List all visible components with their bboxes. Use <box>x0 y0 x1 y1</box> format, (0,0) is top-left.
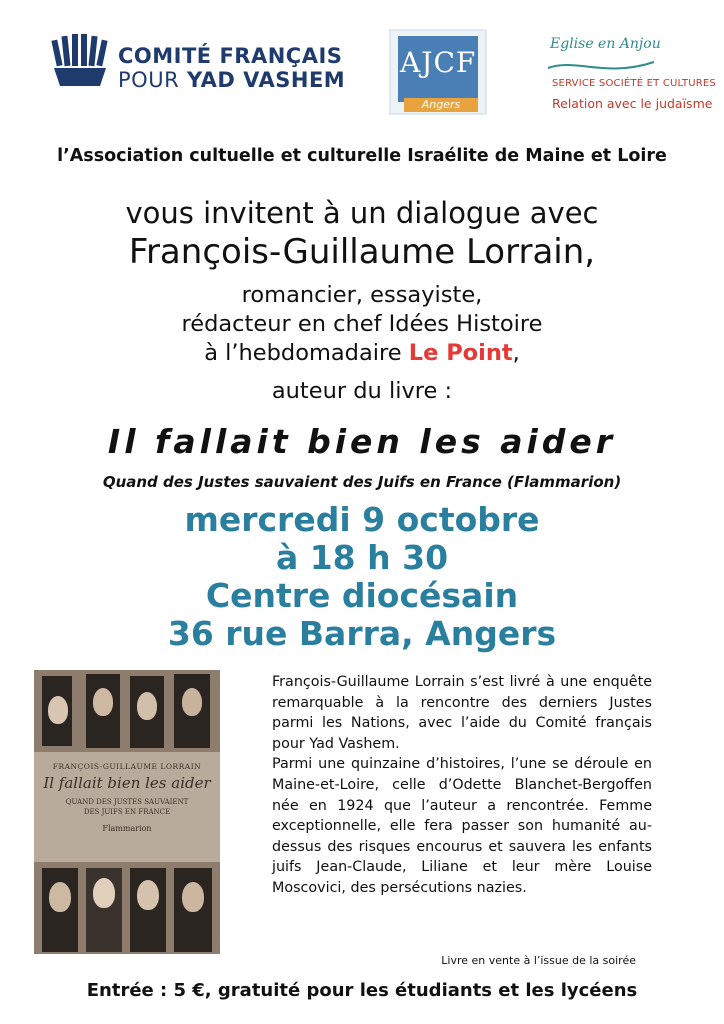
portrait-face <box>93 878 115 908</box>
event-date: mercredi 9 octobre <box>184 500 540 539</box>
book-title: Il fallait bien les aider <box>107 422 617 461</box>
eglise-service: SERVICE SOCIÉTÉ ET CULTURES <box>552 78 716 89</box>
entry-fee: Entrée : 5 €, gratuité pour les étudiants et les lycéens <box>86 980 638 1001</box>
event-venue: Centre diocésain <box>205 576 519 615</box>
speaker-role-3 <box>0 340 724 366</box>
speaker-name: François-Guillaume Lorrain, <box>128 232 596 272</box>
cover-author: FRANÇOIS-GUILLAUME LORRAIN <box>52 762 202 771</box>
swirl-icon <box>546 56 656 76</box>
ajcf-text: AJCF <box>400 46 477 79</box>
portrait-face <box>93 688 113 716</box>
eglise-logo <box>542 32 716 122</box>
invite-line: vous invitent à un dialogue avec <box>125 196 599 230</box>
portrait-face <box>137 880 159 910</box>
cfyv-line2b: YAD VASHEM <box>186 68 346 92</box>
portrait-face <box>182 882 204 912</box>
role3-prefix: à l’hebdomadaire <box>204 340 409 366</box>
cover-subtitle-1: QUAND DES JUSTES SAUVAIENT <box>65 798 189 806</box>
le-point-highlight: Le Point <box>408 340 513 366</box>
eglise-script-title: Eglise en Anjou <box>550 36 661 52</box>
event-time: à 18 h 30 <box>275 538 449 577</box>
cover-subtitle-2: DES JUIFS EN FRANCE <box>83 808 171 816</box>
cfyv-line1: COMITÉ FRANÇAIS <box>118 44 343 68</box>
eglise-relation: Relation avec le judaïsme <box>552 96 713 111</box>
description-paragraph-1: François-Guillaume Lorrain s’est livré à une enquête remarquable à la rencontre des derniers Justes parmi les Nations, avec l’aide du Comité français pour Yad Vashem. <box>272 674 652 752</box>
role3-suffix: , <box>512 340 520 366</box>
cover-title: Il fallait bien les aider <box>43 774 211 792</box>
author-line: auteur du livre : <box>271 378 453 404</box>
cfyv-logo <box>50 30 380 106</box>
description <box>272 672 652 899</box>
description-paragraph-2: Parmi une quinzaine d’histoires, l’une se déroule en Maine-et-Loire, celle d’Odette Blanchet-Bergoffen née en 1924 que l’auteur a rencontrée. Femme exceptionnelle, elle fera passer son humanité au-dessus des risques encourus et sauvera les enfants juifs Jean-Claude, Liliane et leur mère Louise Moscovici, des persécutions nazies. <box>272 756 652 896</box>
sale-note: Livre en vente à l’issue de la soirée <box>441 954 636 967</box>
portrait-face <box>137 692 157 720</box>
speaker-role-2: rédacteur en chef Idées Histoire <box>181 311 543 337</box>
ajcf-city: Angers <box>421 98 461 111</box>
cfyv-line2a: POUR <box>118 68 180 92</box>
speaker-role-1: romancier, essayiste, <box>241 282 483 308</box>
book-cover-image <box>34 670 220 954</box>
portrait-face <box>49 882 71 912</box>
cover-publisher: Flammarion <box>102 824 152 833</box>
event-address: 36 rue Barra, Angers <box>167 614 557 653</box>
association-line: l’Association cultuelle et culturelle Israélite de Maine et Loire <box>57 146 667 166</box>
portrait-face <box>48 696 68 724</box>
menorah-icon <box>50 34 110 94</box>
ajcf-logo <box>386 28 490 116</box>
portrait-face <box>182 688 202 716</box>
book-subtitle: Quand des Justes sauvaient des Juifs en France (Flammarion) <box>102 473 622 491</box>
